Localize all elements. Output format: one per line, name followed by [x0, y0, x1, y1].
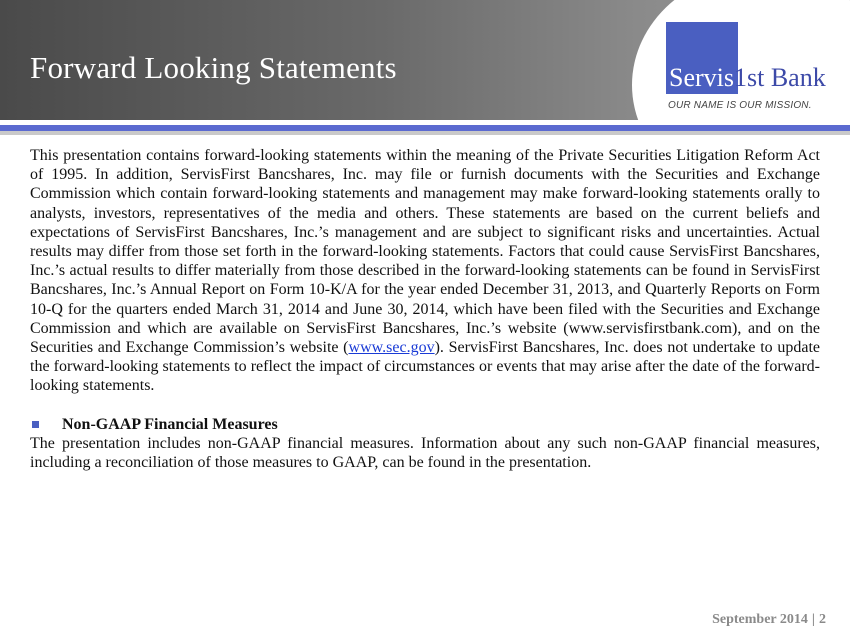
header-banner [0, 0, 850, 120]
non-gaap-paragraph: The presentation includes non-GAAP financial measures. Information about any such non-GAAP financial measures, including a reconciliation of those measures to GAAP, can be found in the presentation. [30, 434, 820, 472]
logo-tagline: OUR NAME IS OUR MISSION. [668, 100, 812, 111]
slide-footer [600, 612, 826, 628]
non-gaap-heading-text: Non-GAAP Financial Measures [62, 415, 278, 433]
sec-website-link[interactable]: www.sec.gov [348, 339, 435, 357]
non-gaap-heading [30, 415, 820, 434]
footer-separator: | [811, 612, 815, 627]
logo-text-part2: 1st Bank [734, 63, 826, 92]
logo-text-part1: Servis [669, 63, 734, 92]
page-number: 2 [819, 612, 826, 627]
page-title: Forward Looking Statements [30, 50, 397, 85]
forward-looking-paragraph: This presentation contains forward-looking statements within the meaning of the Private Securities Litigation Reform Act of 1995. In addition, ServisFirst Bancshares, Inc. may file or furnish documents with the Securities and Exchange Commission which contain forward-looking statements and management may make forward-looking statements orally to analysts, investors, representatives of the media and others. These statements are based on the current beliefs and expectations of ServisFirst Bancshares, Inc.’s management and are subject to significant risks and uncertainties. Actual results may differ from those set forth in the forward-looking statements. Factors that could cause ServisFirst Bancshares, Inc.’s actual results to differ materially from those described in the forward-looking statements can be found in ServisFirst Bancshares, Inc.’s Annual Report on Form 10-K/A for the year ended December 31, 2013, and Quarterly Reports on Form 10-Q for the quarters ended March 31, 2014 and June 30, 2014, which have been filed with the Securities and Exchange Commission and which are available on ServisFirst Bancshares, Inc.’s website (www.servisfirstbank.com), and on the Securities and Exchange Commission’s website (www.sec.gov). ServisFirst Bancshares, Inc. does not undertake to update the forward-looking statements to reflect the impact of circumstances or events that may arise after the date of the forward-looking statements. [30, 147, 821, 395]
bullet-square-icon [32, 421, 39, 428]
main-content [30, 146, 820, 472]
footer-date: September 2014 [712, 612, 808, 627]
company-logo [669, 63, 826, 93]
header-divider [0, 131, 850, 135]
